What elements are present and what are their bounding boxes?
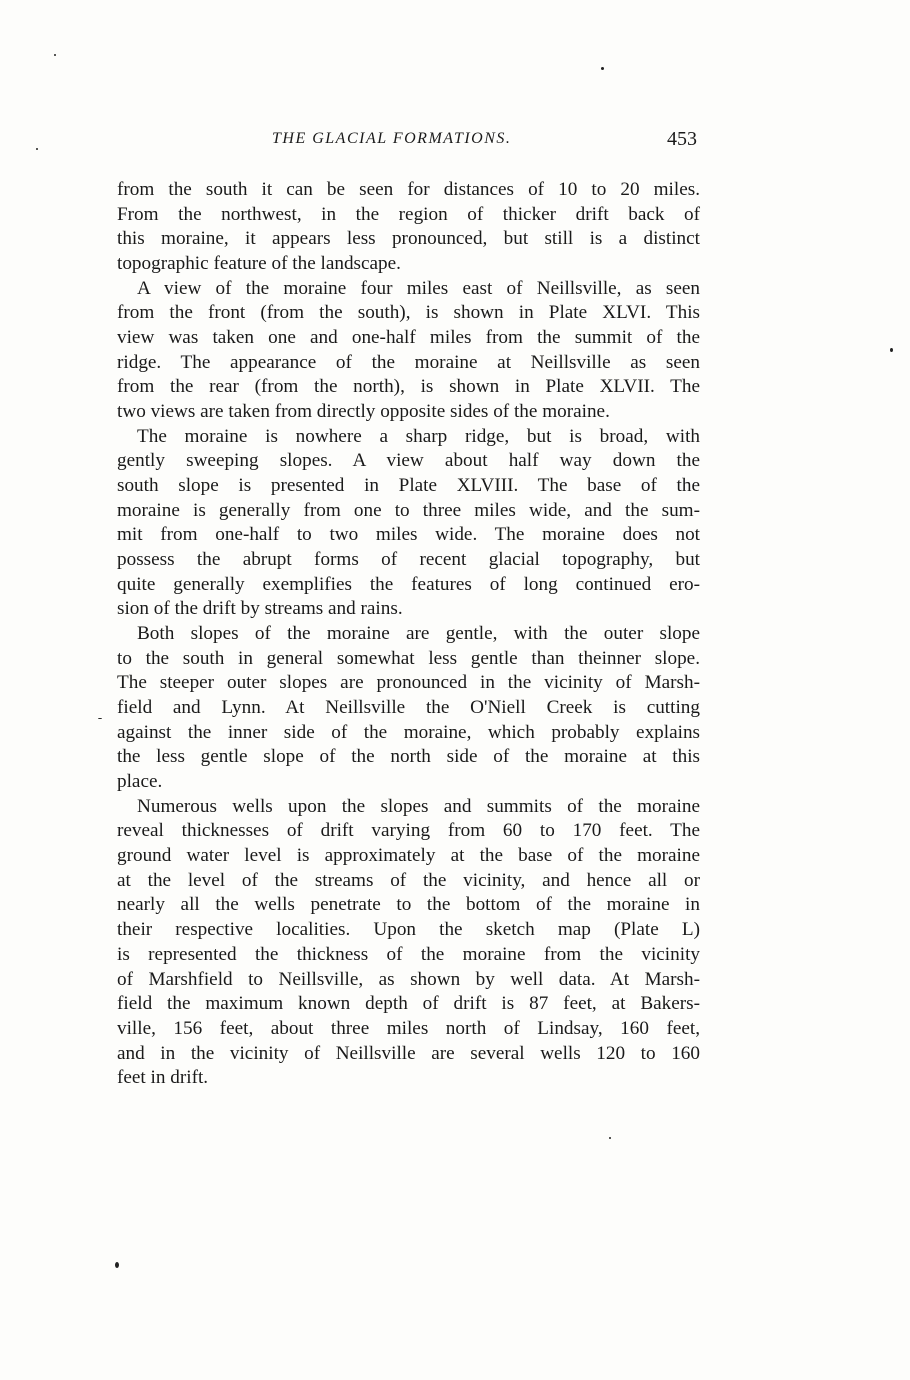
text-line: ridge. The appearance of the moraine at Neillsville as seen bbox=[117, 351, 700, 373]
scan-speck bbox=[890, 348, 893, 352]
text-line: this moraine, it appears less pronounced, but still is a distinct bbox=[117, 228, 700, 250]
text-line: The steeper outer slopes are pronounced in the vicinity of Marsh- bbox=[117, 672, 700, 694]
text-line: from the south it can be seen for distances of 10 to 20 miles. bbox=[117, 179, 700, 200]
text-line: reveal thicknesses of drift varying from 60 to 170 feet. The bbox=[117, 820, 700, 842]
text-line: ground water level is approximately at the base of the moraine bbox=[117, 845, 700, 867]
scan-speck bbox=[36, 148, 38, 150]
text-line: Numerous wells upon the slopes and summits of the moraine bbox=[137, 795, 700, 817]
text-line: the less gentle slope of the north side of the moraine at this bbox=[117, 746, 700, 768]
text-line: their respective localities. Upon the sketch map (Plate L) bbox=[117, 919, 700, 941]
text-line: south slope is presented in Plate XLVIII. The base of the bbox=[117, 475, 700, 497]
text-line: field the maximum known depth of drift is 87 feet, at Bakers- bbox=[117, 993, 700, 1015]
running-title: THE GLACIAL FORMATIONS. bbox=[272, 130, 512, 147]
text-line: Both slopes of the moraine are gentle, with the outer slope bbox=[137, 623, 700, 645]
text-line: from the rear (from the north), is shown in Plate XLVII. The bbox=[117, 376, 700, 398]
text-line: place. bbox=[117, 771, 163, 793]
body-text bbox=[117, 178, 700, 1091]
text-line: A view of the moraine four miles east of Neillsville, as seen bbox=[137, 277, 700, 299]
scan-speck bbox=[115, 1262, 119, 1268]
text-line: of Marshfield to Neillsville, as shown by well data. At Marsh- bbox=[117, 968, 700, 990]
scan-speck bbox=[601, 67, 604, 70]
text-line: to the south in general somewhat less gentle than theinner slope. bbox=[117, 647, 700, 669]
page-number: 453 bbox=[667, 128, 697, 150]
text-line: moraine is generally from one to three miles wide, and the sum- bbox=[117, 499, 700, 521]
text-line: The moraine is nowhere a sharp ridge, but is broad, with bbox=[137, 425, 700, 447]
scan-speck bbox=[54, 54, 56, 56]
text-line: ville, 156 feet, about three miles north of Lindsay, 160 feet, bbox=[117, 1017, 700, 1039]
text-line: and in the vicinity of Neillsville are several wells 120 to 160 bbox=[117, 1042, 700, 1064]
text-line: from the front (from the south), is shown in Plate XLVI. This bbox=[117, 302, 700, 324]
text-line: feet in drift. bbox=[117, 1067, 209, 1089]
text-line: possess the abrupt forms of recent glacial topography, but bbox=[117, 549, 700, 571]
text-line: is represented the thickness of the moraine from the vicinity bbox=[117, 943, 700, 965]
text-line: sion of the drift by streams and rains. bbox=[117, 598, 403, 620]
text-line: at the level of the streams of the vicinity, and hence all or bbox=[117, 869, 700, 891]
text-line: From the northwest, in the region of thicker drift back of bbox=[117, 203, 700, 225]
text-line: quite generally exemplifies the features of long continued ero- bbox=[117, 573, 700, 595]
text-line: against the inner side of the moraine, which probably explains bbox=[117, 721, 700, 743]
scan-speck bbox=[609, 1137, 611, 1139]
scan-speck bbox=[98, 718, 102, 719]
text-line: mit from one-half to two miles wide. The moraine does not bbox=[117, 524, 700, 546]
text-line: topographic feature of the landscape. bbox=[117, 253, 401, 275]
text-line: gently sweeping slopes. A view about half way down the bbox=[117, 450, 700, 472]
text-line: two views are taken from directly opposite sides of the moraine. bbox=[117, 401, 610, 423]
text-line: view was taken one and one-half miles from the summit of the bbox=[117, 327, 700, 349]
text-line: nearly all the wells penetrate to the bottom of the moraine in bbox=[117, 894, 700, 916]
text-line: field and Lynn. At Neillsville the O'Niell Creek is cutting bbox=[117, 697, 700, 719]
